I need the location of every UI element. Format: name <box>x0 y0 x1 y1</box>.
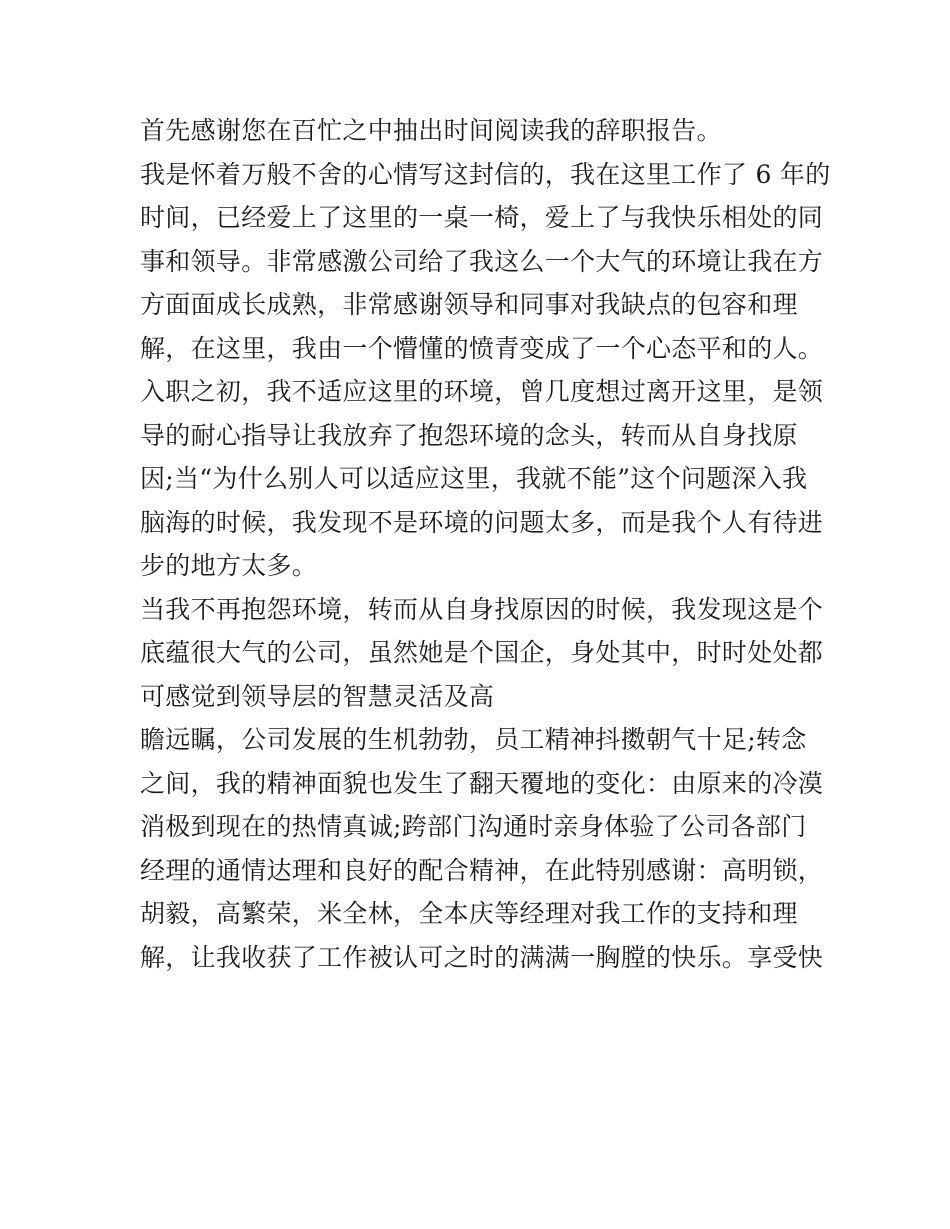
text-line: 消极到现在的热情真诚;跨部门沟通时亲身体验了公司各部门 <box>140 812 807 841</box>
text-line: 入职之初，我不适应这里的环境，曾几度想过离开这里，是领 <box>140 377 824 406</box>
text-line: 解，在这里，我由一个懵懂的愤青变成了一个心态平和的人。 <box>140 333 824 363</box>
text-line: 当我不再抱怨环境，转而从自身找原因的时候，我发现这是个 <box>140 594 824 624</box>
text-line: 脑海的时候，我发现不是环境的问题太多，而是我个人有待进 <box>140 507 824 537</box>
text-line: 时间，已经爱上了这里的一桌一椅，爱上了与我快乐相处的同 <box>140 203 824 232</box>
text-line: 步的地方太多。 <box>140 551 318 580</box>
text-line: 经理的通情达理和良好的配合精神，在此特别感谢：高明锁， <box>140 855 824 885</box>
text-line: 可感觉到领导层的智慧灵活及高 <box>140 681 495 711</box>
text-line: 胡毅，高繁荣，米全林，全本庆等经理对我工作的支持和理 <box>140 899 798 928</box>
text-line: 因;当“为什么别人可以适应这里，我就不能”这个问题深入我 <box>140 464 808 493</box>
text-line: 底蕴很大气的公司，虽然她是个国企，身处其中，时时处处都 <box>140 638 824 667</box>
text-line: 事和领导。非常感激公司给了我这么一个大气的环境让我在方 <box>140 246 824 276</box>
text-line: 我是怀着万般不舍的心情写这封信的，我在这里工作了 6 年的 <box>140 159 831 189</box>
text-line: 解，让我收获了工作被认可之时的满满一胸膛的快乐。享受快 <box>140 942 824 972</box>
text-line: 瞻远瞩，公司发展的生机勃勃，员工精神抖擞朝气十足;转念 <box>140 725 807 754</box>
text-line: 之间，我的精神面貌也发生了翻天覆地的变化：由原来的冷漠 <box>140 768 824 798</box>
text-line: 首先感谢您在百忙之中抽出时间阅读我的辞职报告。 <box>140 116 722 145</box>
text-line: 导的耐心指导让我放弃了抱怨环境的念头，转而从自身找原 <box>140 420 798 450</box>
resignation-letter-body <box>140 109 830 979</box>
text-line: 方面面成长成熟，非常感谢领导和同事对我缺点的包容和理 <box>140 290 798 319</box>
